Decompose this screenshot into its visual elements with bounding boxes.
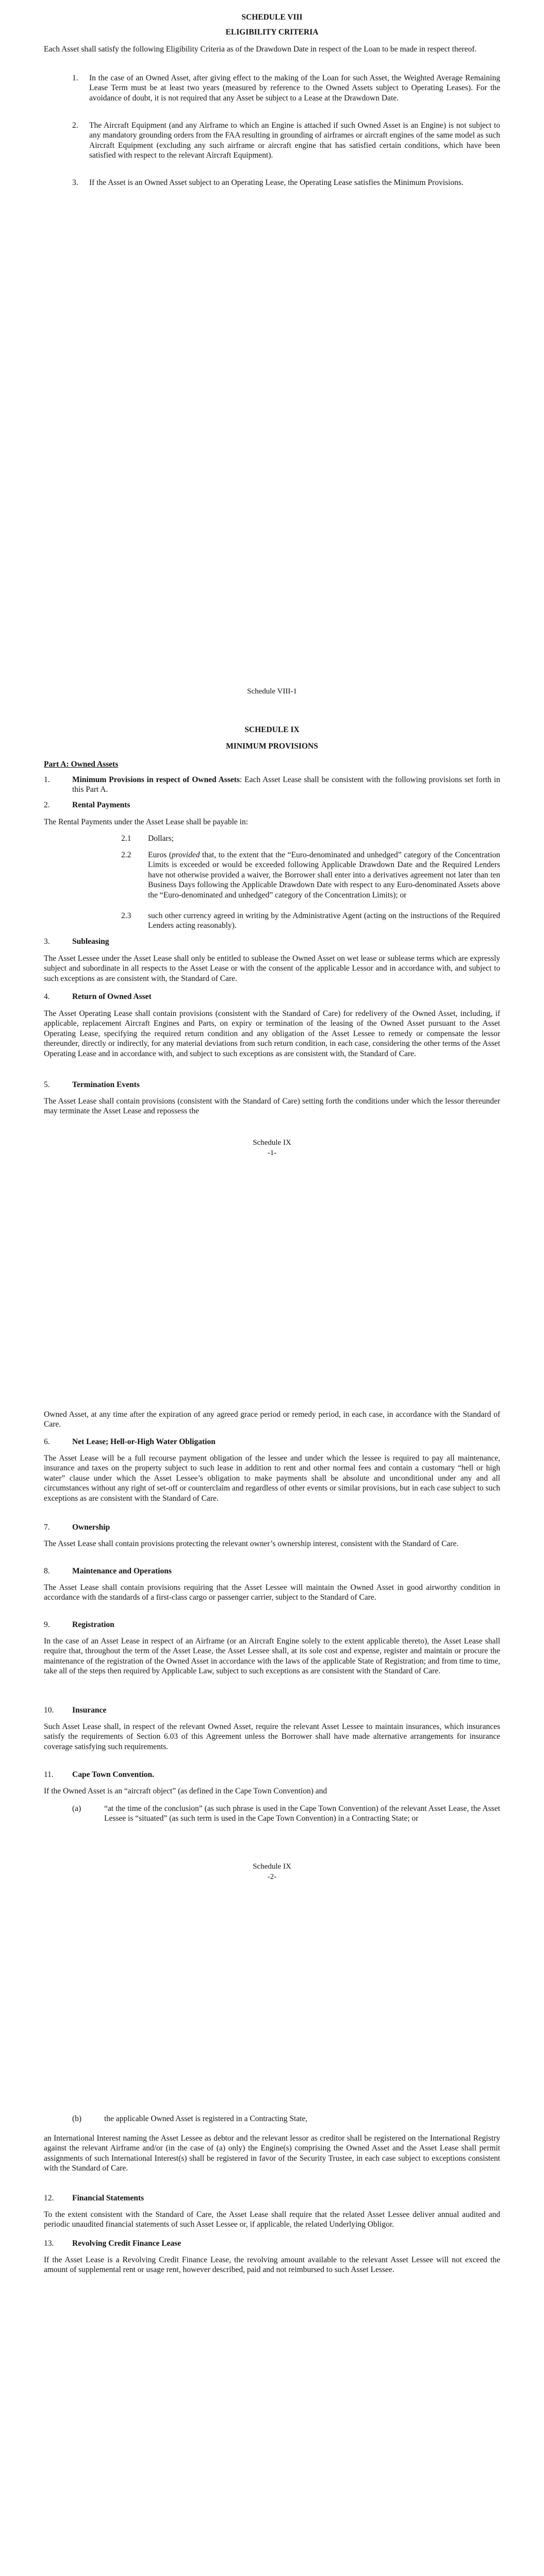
section-number: 9. [44, 1620, 50, 1629]
page-footer-number: -2- [267, 1873, 277, 1881]
clause-text: the applicable Owned Asset is registered in a Contracting State, [104, 2114, 308, 2123]
item-number: 1. [72, 74, 78, 82]
part-heading: Part A: Owned Assets [44, 760, 119, 769]
section-number: 2. [44, 801, 50, 809]
subsection-number: 2.1 [121, 834, 131, 843]
section-body: : Each Asset Lease shall be consistent with the following provisions set forth in this Part A. [72, 775, 500, 794]
clause-number: (b) [72, 2114, 82, 2123]
page-footer-title: Schedule IX [253, 1862, 291, 1871]
item-number: 2. [72, 121, 78, 130]
page-4 [0, 2110, 544, 2576]
section-number: 13. [44, 2239, 54, 2248]
section-number: 12. [44, 2194, 54, 2202]
page-2 [0, 703, 544, 1406]
section-number: 4. [44, 992, 50, 1001]
section-heading: Rental Payments [72, 801, 130, 809]
section-body: an International Interest naming the Asset Lessee as debtor and the relevant lessor as creditor shall be registered on the International Registry against the relevant Airframe and/or (in the case of (a) only) the Engine(s) comprising the Owned Asset and the Asset Lease shall permit assignments of such International Interest(s) shall be registered in favor of the Security Trustee, in each case subject to exceptions consistent with the Standard of Care. [44, 2134, 500, 2173]
subsection-fragment: that, to the extent that the “Euro-denominated and unhedged” category of the Concentration Limits is exceeded or would be exceeded following Applicable Drawdown Date and the Required Lenders have not otherwise provided a waiver, the Borrower shall enter into a derivatives agreement not later than ten Business Days following the Applicable Drawdown Date with respect to any Euro-denominated Assets above the “Euro-denominated and unhedged” category of the Concentration Limits); or [148, 851, 501, 900]
subsection-text: such other currency agreed in writing by the Administrative Agent (acting on the instructions of the Required Lenders acting reasonably). [148, 911, 500, 930]
section-heading: Maintenance and Operations [72, 1567, 172, 1575]
subsection-number: 2.3 [121, 911, 131, 920]
section-heading: Minimum Provisions in respect of Owned Assets [72, 775, 240, 784]
section-body: The Asset Operating Lease shall contain provisions (consistent with the Standard of Care) for redelivery of the Owned Asset, including, if applicable, replacement Aircraft Engines and Parts, on expiry or termination of the leasing of the Owned Asset pursuant to the Asset Operating Lease, specifying the required return condition and any obligation of the Asset Lessee to remedy or compensate the lessor thereunder, directly or indirectly, for any material deviations from such return condition, in each case, considering the other terms of the Asset Operating Lease and in accordance with, and subject to such exceptions as are consistent with, the Standard of Care. [44, 1009, 500, 1058]
section-number: 1. [44, 775, 50, 784]
section-number: 7. [44, 1523, 50, 1532]
section-body: If the Asset Lease is a Revolving Credit Finance Lease, the revolving amount available to the relevant Asset Lessee will not exceed the amount of supplemental rent or usage rent, however described, paid and not reimbursed to such Asset Lessee. [44, 2256, 500, 2275]
section-body: The Asset Lessee under the Asset Lease shall only be entitled to sublease the Owned Asset on wet lease or sublease terms which are expressly subject and subordinate in all respects to the Asset Lease or with the consent of the applicable Lessor and in accordance with, and subject to such exceptions as are consistent with, the Standard of Care. [44, 954, 500, 983]
section-number: 3. [44, 937, 50, 946]
section-body: The Asset Lease shall contain provisions (consistent with the Standard of Care) setting forth the conditions under which the lessor thereunder may terminate the Asset Lease and repossess the [44, 1097, 500, 1116]
schedule-subtitle: MINIMUM PROVISIONS [226, 742, 318, 751]
section-body: To the extent consistent with the Standard of Care, the Asset Lease shall require that the related Asset Lessee deliver annual audited and periodic unaudited financial statements of such Asset Lessee or, if applicable, the related Underlying Obligor. [44, 2210, 500, 2229]
section-heading: Net Lease; Hell-or-High Water Obligation [72, 1437, 216, 1446]
section-body: The Rental Payments under the Asset Lease shall be payable in: [44, 818, 248, 826]
page-footer: Schedule VIII-1 [247, 687, 297, 696]
section-heading: Financial Statements [72, 2194, 144, 2202]
continued-paragraph: Owned Asset, at any time after the expiration of any agreed grace period or remedy period, in each case, in accordance with the Standard of Care. [44, 1410, 500, 1429]
section-number: 8. [44, 1567, 50, 1575]
section-body: The Asset Lease shall contain provisions protecting the relevant owner’s ownership interest, consistent with the Standard of Care. [44, 1539, 459, 1548]
page-3 [0, 1406, 544, 2110]
section-body: In the case of an Asset Lease in respect of an Airframe (or an Aircraft Engine solely to the extent applicable thereto), the Asset Lease shall require that, throughout the term of the Asset Lease, the Asset Lessee shall, at its sole cost and expense, register and maintain or procure the maintenance of the registration of the Owned Asset in accordance with the laws of the applicable State of Registration; and from time to time, take all of the steps then required by Applicable Law, subject to such exceptions as are consistent with the Standard of Care. [44, 1637, 500, 1676]
subsection-text: Dollars; [148, 834, 174, 843]
page-footer-title: Schedule IX [253, 1139, 291, 1147]
clause-text: “at the time of the conclusion” (as such phrase is used in the Cape Town Convention) of the relevant Asset Lease, the Asset Lessee is “situated” (as such term is used in the Cape Town Convention) in a Contracting State; or [104, 1804, 500, 1823]
subsection-text [148, 850, 500, 900]
section-body: Such Asset Lease shall, in respect of the relevant Owned Asset, require the relevant Asset Lessee to maintain insurances, which insurances satisfy the requirements of Section 6.03 of this Agreement unless the Borrower shall have made alternative arrangements for insurance coverage satisfying such requirements. [44, 1722, 500, 1751]
section-heading: Ownership [72, 1523, 110, 1532]
section-heading: Termination Events [72, 1080, 140, 1089]
section-heading: Registration [72, 1620, 114, 1629]
section-heading: Cape Town Convention. [72, 1770, 154, 1779]
subsection-fragment: Euros ( [148, 851, 172, 859]
intro-paragraph: Each Asset shall satisfy the following Eligibility Criteria as of the Drawdown Date in respect of the Loan to be made in respect thereof. [44, 45, 477, 54]
page-1 [0, 0, 544, 703]
item-text: The Aircraft Equipment (and any Airframe to which an Engine is attached if such Owned Asset is an Engine) is not subject to any mandatory grounding orders from the FAA resulting in grounding of airframes or aircraft engines of the same model as such Aircraft Equipment (excluding any such airframe or aircraft engine that has satisfied certain conditions, which have been satisfied with respect to the relevant Aircraft Equipment). [89, 121, 500, 160]
schedule-title: SCHEDULE VIII [241, 13, 303, 22]
section-number: 6. [44, 1437, 50, 1446]
section-heading: Subleasing [72, 937, 109, 946]
subsection-number: 2.2 [121, 851, 131, 859]
item-text: If the Asset is an Owned Asset subject to an Operating Lease, the Operating Lease satisfies the Minimum Provisions. [89, 178, 464, 187]
schedule-title: SCHEDULE IX [244, 725, 300, 734]
subsection-fragment-italic: provided [171, 851, 200, 859]
section-number: 5. [44, 1080, 50, 1089]
section-number: 10. [44, 1706, 54, 1715]
section-number: 11. [44, 1770, 54, 1779]
clause-number: (a) [72, 1804, 81, 1813]
schedule-subtitle: ELIGIBILITY CRITERIA [225, 28, 319, 37]
section-heading: Return of Owned Asset [72, 992, 152, 1001]
item-number: 3. [72, 178, 78, 187]
section-heading: Revolving Credit Finance Lease [72, 2239, 182, 2248]
section-body: The Asset Lease will be a full recourse payment obligation of the lessee and under which the lessee is required to pay all maintenance, insurance and taxes on the property subject to such lease in addition to rent and other normal fees and contain a customary “hell or high water” clause under which the Asset Lessee’s obligation to make payments shall be absolute and unconditional under any and all circumstances without any right of set-off or counterclaim and regardless of other events or similar provisions, but in each case subject to such exceptions as are consistent with the Standard of Care. [44, 1454, 500, 1503]
page-footer-number: -1- [267, 1149, 277, 1157]
section-body: If the Owned Asset is an “aircraft object” (as defined in the Cape Town Convention) and [44, 1787, 327, 1795]
section-1-text [72, 775, 500, 795]
section-heading: Insurance [72, 1706, 107, 1715]
section-body: The Asset Lease shall contain provisions requiring that the Asset Lessee will maintain the Owned Asset in good airworthy condition in accordance with the standards of a first-class cargo or passenger carrier, subject to the Standard of Care. [44, 1583, 500, 1602]
item-text: In the case of an Owned Asset, after giving effect to the making of the Loan for such Asset, the Weighted Average Remaining Lease Term must be at least two years (measured by reference to the Owned Assets subject to Operating Leases). For the avoidance of doubt, it is not required that any Asset be subject to a Lease at the Drawdown Date. [89, 74, 500, 103]
